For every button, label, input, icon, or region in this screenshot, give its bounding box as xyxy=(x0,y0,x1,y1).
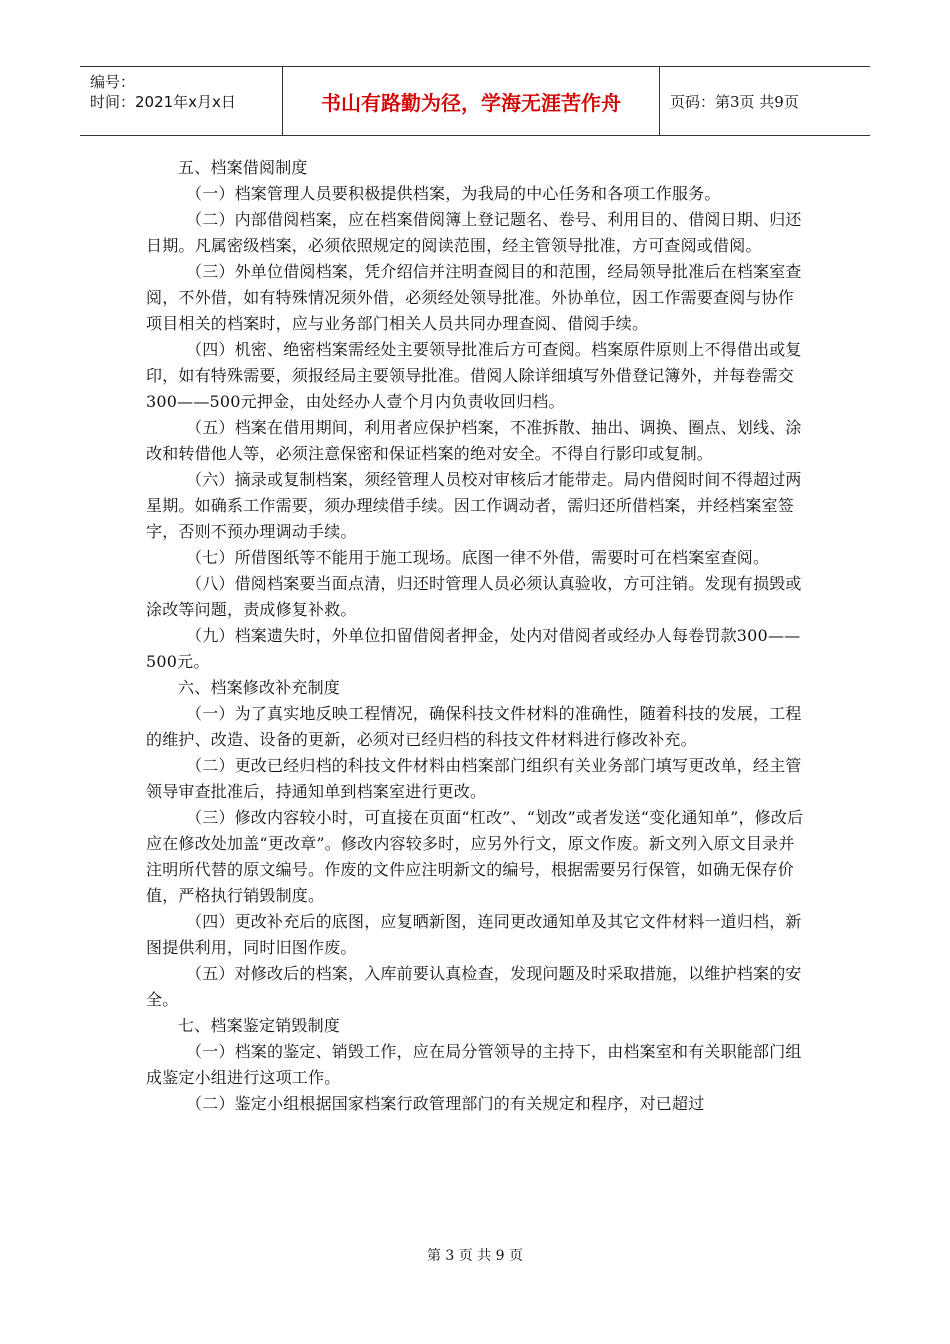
section-heading: 五、档案借阅制度 xyxy=(178,158,308,177)
document-date-label: 时间：2021年x月x日 xyxy=(90,93,236,111)
section-heading: 七、档案鉴定销毁制度 xyxy=(178,1016,341,1035)
paragraph: （四）更改补充后的底图，应复晒新图，连同更改通知单及其它文件材料一道归档，新图提供利用，同时旧图作废。 xyxy=(146,912,802,957)
paragraph: （二）更改已经归档的科技文件材料由档案部门组织有关业务部门填写更改单，经主管领导审查批准后，持通知单到档案室进行更改。 xyxy=(146,756,802,801)
paragraph: （二）内部借阅档案，应在档案借阅簿上登记题名、卷号、利用目的、借阅日期、归还日期。凡属密级档案，必须依照规定的阅读范围，经主管领导批准，方可查阅或借阅。 xyxy=(146,210,802,255)
paragraph: （二）鉴定小组根据国家档案行政管理部门的有关规定和程序，对已超过 xyxy=(186,1094,705,1113)
page-header xyxy=(80,66,870,136)
header-motto: 书山有路勤为径，学海无涯苦作舟 xyxy=(283,67,660,135)
header-page-number: 页码：第3页 共9页 xyxy=(670,92,799,111)
section-heading: 六、档案修改补充制度 xyxy=(178,678,341,697)
paragraph: （五）档案在借用期间，利用者应保护档案，不准拆散、抽出、调换、圈点、划线、涂改和转借他人等，必须注意保密和保证档案的绝对安全。不得自行影印或复制。 xyxy=(146,418,802,463)
paragraph: （八）借阅档案要当面点清，归还时管理人员必须认真验收，方可注销。发现有损毁或涂改等问题，责成修复补救。 xyxy=(146,574,802,619)
paragraph: （六）摘录或复制档案，须经管理人员校对审核后才能带走。局内借阅时间不得超过两星期。如确系工作需要，须办理续借手续。因工作调动者，需归还所借档案，并经档案室签字，否则不预办理调动手续。 xyxy=(146,470,802,541)
paragraph: （七）所借图纸等不能用于施工现场。底图一律不外借，需要时可在档案室查阅。 xyxy=(186,548,770,567)
document-body xyxy=(146,155,806,1117)
header-meta xyxy=(80,67,283,135)
paragraph: （一）档案的鉴定、销毁工作，应在局分管领导的主持下，由档案室和有关职能部门组成鉴定小组进行这项工作。 xyxy=(146,1042,802,1087)
paragraph: （三）外单位借阅档案，凭介绍信并注明查阅目的和范围，经局领导批准后在档案室查阅，不外借，如有特殊情况须外借，必须经处领导批准。外协单位，因工作需要查阅与协作项目相关的档案时，应与业务部门相关人员共同办理查阅、借阅手续。 xyxy=(146,262,802,333)
paragraph: （三）修改内容较小时，可直接在页面“杠改”、“划改”或者发送“变化通知单”，修改后应在修改处加盖“更改章”。修改内容较多时，应另外行文，原文作废。新文列入原文目录并注明所代替的原文编号。作废的文件应注明新文的编号，根据需要另行保管，如确无保存价值，严格执行销毁制度。 xyxy=(146,808,804,905)
paragraph: （四）机密、绝密档案需经处主要领导批准后方可查阅。档案原件原则上不得借出或复印，如有特殊需要，须报经局主要领导批准。借阅人除详细填写外借登记簿外，并每卷需交300——500元押金，由处经办人壹个月内负责收回归档。 xyxy=(146,340,802,411)
paragraph: （一）为了真实地反映工程情况，确保科技文件材料的准确性，随着科技的发展，工程的维护、改造、设备的更新，必须对已经归档的科技文件材料进行修改补充。 xyxy=(146,704,802,749)
paragraph: （五）对修改后的档案，入库前要认真检查，发现问题及时采取措施，以维护档案的安全。 xyxy=(146,964,802,1009)
page-footer: 第 3 页 共 9 页 xyxy=(426,1248,524,1264)
paragraph: （九）档案遗失时，外单位扣留借阅者押金，处内对借阅者或经办人每卷罚款300——500元。 xyxy=(146,626,801,671)
document-number-label: 编号： xyxy=(90,73,136,91)
paragraph: （一）档案管理人员要积极提供档案，为我局的中心任务和各项工作服务。 xyxy=(186,184,721,203)
